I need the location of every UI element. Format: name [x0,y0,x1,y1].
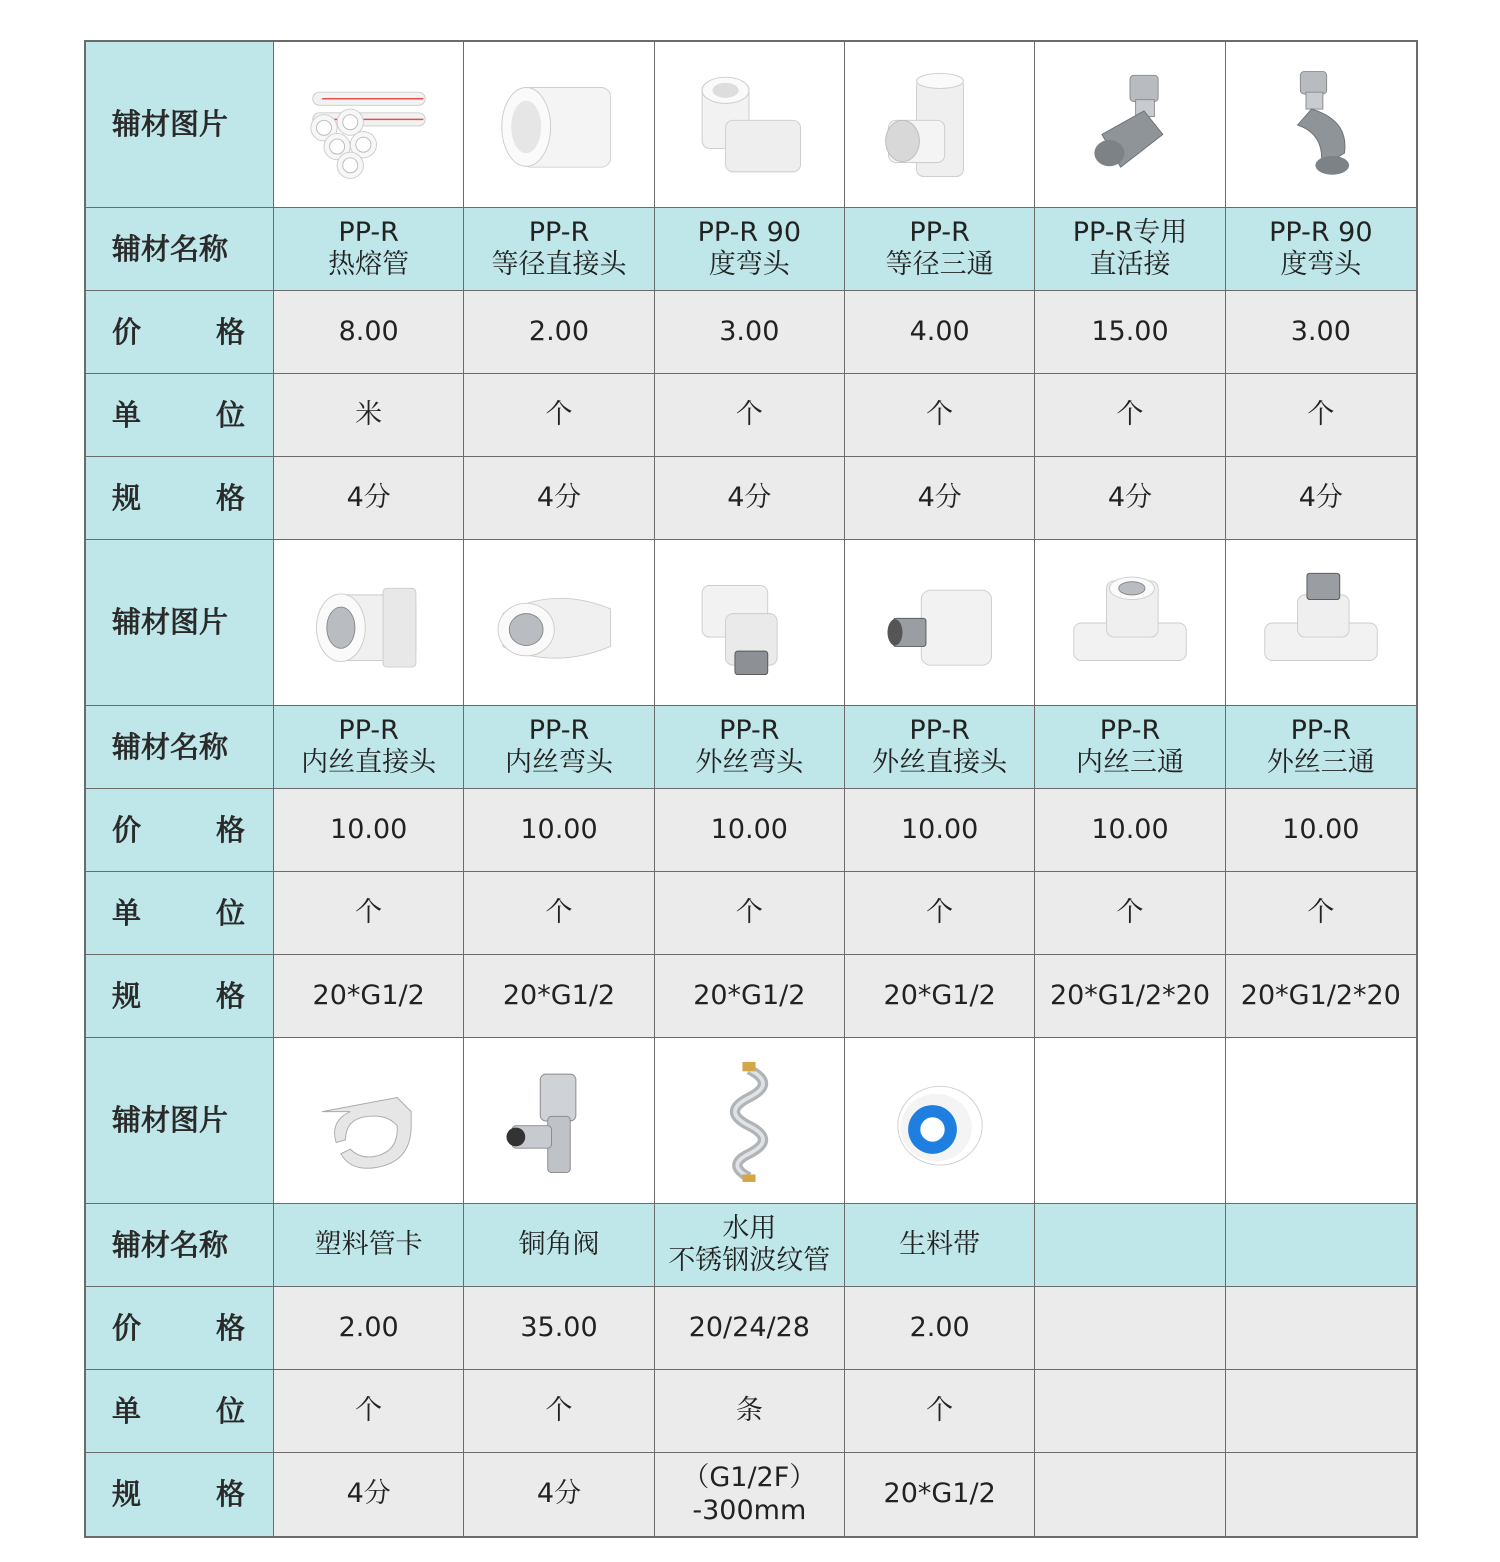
item-unit-cell [1226,1370,1416,1453]
item-name-cell [464,1204,654,1287]
row-header-image [86,42,274,208]
item-unit-cell [1226,374,1416,457]
item-name-cell [845,1204,1035,1287]
item-image-cell [845,540,1035,706]
male-thread-elbow-icon [674,558,824,688]
item-unit-cell [274,374,464,457]
row-header-price [86,1287,274,1370]
row-header-label: 辅材图片 [112,1103,229,1138]
item-unit: 个 [1116,398,1144,430]
item-name: PP-R 内丝直接头 [301,714,437,778]
item-spec: 20*G1/2 [502,979,616,1011]
item-name: PP-R 外丝直接头 [872,714,1008,778]
item-price: 10.00 [1282,813,1360,845]
item-price-cell [274,789,464,872]
item-spec: 20*G1/2 [312,979,425,1011]
row-header-char: 格 [215,480,245,515]
item-spec: 4分 [536,481,582,513]
item-spec: 4分 [727,481,772,513]
item-unit: 个 [1116,896,1144,928]
item-name: PP-R 外丝弯头 [695,714,804,778]
ptfe-tape-icon [865,1056,1015,1186]
row-header-label: 辅材图片 [112,107,229,142]
item-unit-cell [464,872,654,955]
item-price-cell [655,789,845,872]
item-name: PP-R 90 度弯头 [1269,216,1373,280]
row-header-char: 格 [215,812,245,847]
item-price: 8.00 [338,315,399,347]
item-spec: 20*G1/2 [693,979,806,1011]
item-spec: 4分 [536,1478,582,1510]
female-thread-coupling-icon [294,558,444,688]
item-unit: 个 [545,896,573,928]
row-header-name [86,208,274,291]
item-name-cell [1035,208,1225,291]
item-spec-cell [1226,1453,1416,1536]
item-price-cell [655,291,845,374]
item-price-cell [464,291,654,374]
item-unit-cell [655,872,845,955]
item-name: 塑料管卡 [314,1228,423,1260]
tee-fitting-icon [865,60,1015,190]
item-image-cell [1226,1038,1416,1204]
item-spec-cell [274,955,464,1038]
item-spec-cell [1035,1453,1225,1536]
item-price-cell [1035,789,1225,872]
item-image-cell [655,42,845,208]
row-header-image [86,1038,274,1204]
row-header-label: 辅材名称 [112,1227,229,1262]
item-spec-cell [464,955,654,1038]
elbow-90-icon [674,60,824,190]
item-price: 2.00 [338,1311,399,1343]
row-header-char: 单 [112,397,142,432]
item-spec-cell [655,1453,845,1536]
row-header-spec [86,457,274,540]
item-unit: 条 [735,1394,763,1426]
item-unit: 米 [355,398,383,430]
item-price-cell [1226,1287,1416,1370]
row-header-price [86,291,274,374]
row-header-price [86,789,274,872]
item-price-cell [1035,291,1225,374]
accessories-price-table [84,40,1418,1538]
item-price: 10.00 [330,813,408,845]
row-header-char: 格 [215,978,245,1013]
item-spec-cell [1226,955,1416,1038]
row-header-char: 规 [112,978,142,1013]
item-spec-cell [845,955,1035,1038]
item-image-cell [655,540,845,706]
item-name: 铜角阀 [518,1228,600,1260]
male-thread-tee-icon [1246,558,1396,688]
item-unit-cell [845,1370,1035,1453]
item-spec-cell [1035,457,1225,540]
item-unit: 个 [926,1394,954,1426]
item-name-cell [1226,1204,1416,1287]
item-spec: 4分 [346,1478,391,1510]
item-image-cell [1035,42,1225,208]
item-spec: 4分 [1298,481,1343,513]
item-spec-cell [274,457,464,540]
item-spec-cell [464,1453,654,1536]
item-unit: 个 [926,896,954,928]
item-unit-cell [464,1370,654,1453]
item-name: 水用 不锈钢波纹管 [668,1212,831,1276]
item-image-cell [845,1038,1035,1204]
elbow-union-icon [1246,60,1396,190]
row-header-unit [86,1370,274,1453]
row-header-char: 位 [215,1393,245,1428]
item-price: 4.00 [909,315,970,347]
item-image-cell [274,1038,464,1204]
item-price: 10.00 [901,813,979,845]
item-unit: 个 [735,398,763,430]
row-header-spec [86,955,274,1038]
item-price: 2.00 [909,1311,970,1343]
item-name-cell [464,208,654,291]
item-spec: 4分 [346,481,391,513]
row-header-char: 格 [215,314,245,349]
pipe-clip-icon [294,1056,444,1186]
item-name-cell [845,208,1035,291]
item-price: 10.00 [520,813,598,845]
item-unit: 个 [1307,896,1335,928]
row-header-char: 格 [215,1477,245,1512]
item-unit-cell [1035,374,1225,457]
item-price-cell [845,291,1035,374]
item-spec: 20*G1/2 [883,979,996,1011]
item-unit: 个 [545,398,573,430]
item-spec: 20*G1/2 [883,1478,996,1510]
item-spec-cell [655,457,845,540]
item-name-cell [1035,706,1225,789]
item-spec-cell [1226,457,1416,540]
item-unit: 个 [545,1394,573,1426]
item-name: PP-R 外丝三通 [1266,714,1375,778]
item-price-cell [845,1287,1035,1370]
item-spec-cell [1035,955,1225,1038]
item-name-cell [1035,1204,1225,1287]
male-thread-coupling-icon [865,558,1015,688]
item-name-cell [1226,208,1416,291]
row-header-label: 辅材名称 [112,729,229,764]
item-price-cell [274,1287,464,1370]
item-unit: 个 [355,896,383,928]
item-spec: 4分 [917,481,962,513]
female-thread-elbow-icon [484,558,634,688]
row-header-name [86,706,274,789]
row-header-char: 价 [112,314,142,349]
item-spec: （G1/2F） -300mm [682,1462,817,1526]
row-header-char: 规 [112,1477,142,1512]
row-header-unit [86,374,274,457]
item-image-cell [845,42,1035,208]
item-name: 生料带 [899,1228,981,1260]
item-name: PP-R 等径直接头 [491,216,627,280]
item-spec-cell [464,457,654,540]
item-spec-cell [274,1453,464,1536]
angle-valve-icon [484,1056,634,1186]
row-header-char: 单 [112,1393,142,1428]
item-name-cell [464,706,654,789]
item-spec: 4分 [1107,481,1153,513]
item-unit: 个 [735,896,763,928]
item-name-cell [845,706,1035,789]
item-unit-cell [655,1370,845,1453]
item-price: 2.00 [528,315,590,347]
item-unit-cell [845,872,1035,955]
item-name: PP-R 热熔管 [328,216,410,280]
pipe-bundle-icon [294,60,444,190]
item-spec: 20*G1/2*20 [1240,979,1401,1011]
item-name: PP-R专用 直活接 [1072,216,1188,280]
item-image-cell [1226,42,1416,208]
item-image-cell [1226,540,1416,706]
item-price: 3.00 [1290,315,1351,347]
item-image-cell [1035,540,1225,706]
item-image-cell [464,540,654,706]
row-header-char: 格 [215,1310,245,1345]
item-unit-cell [1226,872,1416,955]
item-name-cell [274,706,464,789]
item-price-cell [464,1287,654,1370]
straight-coupling-icon [484,60,634,190]
item-image-cell [655,1038,845,1204]
item-price-cell [845,789,1035,872]
item-name: PP-R 等径三通 [885,216,994,280]
item-image-cell [1035,1038,1225,1204]
row-header-char: 价 [112,812,142,847]
item-spec: 20*G1/2*20 [1049,979,1211,1011]
row-header-char: 价 [112,1310,142,1345]
item-unit-cell [274,872,464,955]
item-price-cell [655,1287,845,1370]
item-image-cell [274,42,464,208]
item-unit-cell [274,1370,464,1453]
item-unit-cell [1035,872,1225,955]
row-header-char: 位 [215,895,245,930]
item-price: 20/24/28 [688,1311,810,1343]
item-spec-cell [655,955,845,1038]
female-thread-tee-icon [1055,558,1205,688]
item-price-cell [1035,1287,1225,1370]
item-unit-cell [655,374,845,457]
item-name: PP-R 90 度弯头 [697,216,802,280]
item-spec-cell [845,457,1035,540]
item-price-cell [1226,789,1416,872]
item-unit: 个 [355,1394,383,1426]
item-price: 10.00 [710,813,788,845]
row-header-unit [86,872,274,955]
item-unit-cell [845,374,1035,457]
item-name-cell [655,208,845,291]
row-header-char: 位 [215,397,245,432]
item-name-cell [1226,706,1416,789]
item-price-cell [1226,291,1416,374]
row-header-name [86,1204,274,1287]
item-name-cell [274,208,464,291]
item-unit-cell [1035,1370,1225,1453]
item-unit: 个 [926,398,954,430]
item-name-cell [655,706,845,789]
item-image-cell [464,42,654,208]
item-price: 35.00 [520,1311,598,1343]
row-header-label: 辅材名称 [112,231,229,266]
row-header-image [86,540,274,706]
row-header-label: 辅材图片 [112,605,229,640]
item-name: PP-R 内丝三通 [1075,714,1184,778]
item-image-cell [274,540,464,706]
item-price-cell [464,789,654,872]
row-header-spec [86,1453,274,1536]
item-price: 3.00 [719,315,780,347]
item-price: 15.00 [1091,315,1169,347]
item-price-cell [274,291,464,374]
item-name: PP-R 内丝弯头 [504,714,613,778]
item-unit-cell [464,374,654,457]
corrugated-hose-icon [674,1056,824,1186]
row-header-char: 规 [112,480,142,515]
item-image-cell [464,1038,654,1204]
item-name-cell [274,1204,464,1287]
item-spec-cell [845,1453,1035,1536]
item-name-cell [655,1204,845,1287]
item-unit: 个 [1307,398,1335,430]
union-connector-icon [1055,60,1205,190]
row-header-char: 单 [112,895,142,930]
item-price: 10.00 [1091,813,1169,845]
